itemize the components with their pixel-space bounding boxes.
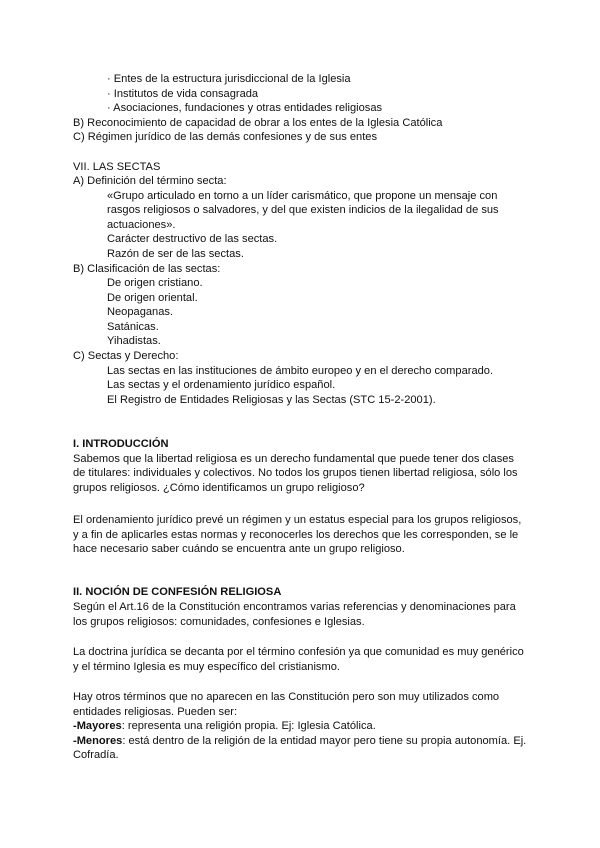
term-menores: -Menores bbox=[73, 735, 123, 747]
sectas-a-line: rasgos religiosos o salvadores, y del que existen indicios de la ilegalidad de sus bbox=[107, 204, 499, 216]
paragraph-line: Sabemos que la libertad religiosa es un derecho fundamental que puede tener dos clases bbox=[73, 453, 514, 465]
paragraph-line: y el término Iglesia es muy específico del cristianismo. bbox=[73, 661, 340, 673]
sectas-b-line: Neopaganas. bbox=[107, 306, 173, 318]
sectas-c-line: El Registro de Entidades Religiosas y las Sectas (STC 15-2-2001). bbox=[107, 394, 436, 406]
sectas-b-line: De origen cristiano. bbox=[107, 277, 203, 289]
sectas-c-line: Las sectas y el ordenamiento jurídico español. bbox=[107, 379, 336, 391]
sectas-a-line: Carácter destructivo de las sectas. bbox=[107, 233, 278, 245]
list-item: · Asociaciones, fundaciones y otras entidades religiosas bbox=[107, 102, 383, 114]
paragraph-line: grupos religiosos. ¿Cómo identificamos un grupo religioso? bbox=[73, 482, 365, 494]
paragraph-line: hace necesario saber cuándo se encuentra ante un grupo religioso. bbox=[73, 543, 405, 555]
sectas-a-line: «Grupo articulado en torno a un líder carismático, que propone un mensaje con bbox=[107, 190, 498, 202]
definition-text: : representa una religión propia. Ej: Iglesia Católica. bbox=[121, 720, 376, 732]
paragraph-line: Cofradía. bbox=[73, 749, 119, 761]
outline-item-c: C) Régimen jurídico de las demás confesiones y de sus entes bbox=[73, 131, 378, 143]
sectas-b-line: De origen oriental. bbox=[107, 292, 198, 304]
sectas-c-label: C) Sectas y Derecho: bbox=[73, 350, 179, 362]
sectas-a-line: actuaciones». bbox=[107, 219, 176, 231]
outline-item-b: B) Reconocimiento de capacidad de obrar a los entes de la Iglesia Católica bbox=[73, 117, 443, 129]
definition-menores bbox=[73, 734, 526, 749]
section-heading-sectas: VII. LAS SECTAS bbox=[73, 161, 161, 173]
paragraph-line: Según el Art.16 de la Constitución encontramos varias referencias y denominaciones para bbox=[73, 601, 516, 613]
definition-mayores bbox=[73, 719, 376, 734]
paragraph-line: Hay otros términos que no aparecen en las Constitución pero son muy utilizados como bbox=[73, 691, 500, 703]
term-mayores: -Mayores bbox=[73, 720, 122, 732]
paragraph-line: El ordenamiento jurídico prevé un régimen y un estatus especial para los grupos religiosos, bbox=[73, 514, 522, 526]
list-item: · Entes de la estructura jurisdiccional de la Iglesia bbox=[107, 73, 351, 85]
sectas-a-label: A) Definición del término secta: bbox=[73, 175, 227, 187]
sectas-b-label: B) Clasificación de las sectas: bbox=[73, 263, 221, 275]
paragraph-line: y a fin de aplicarles estas normas y reconocerles los derechos que les corresponden, se le bbox=[73, 529, 519, 541]
sectas-b-line: Yihadistas. bbox=[107, 335, 161, 347]
list-item: · Institutos de vida consagrada bbox=[107, 88, 259, 100]
sectas-a-line: Razón de ser de las sectas. bbox=[107, 248, 244, 260]
paragraph-line: La doctrina jurídica se decanta por el término confesión ya que comunidad es muy genérico bbox=[73, 646, 524, 658]
definition-text: : está dentro de la religión de la entidad mayor pero tiene su propia autonomía. Ej. bbox=[122, 735, 527, 747]
sectas-c-line: Las sectas en las instituciones de ámbito europeo y en el derecho comparado. bbox=[107, 365, 494, 377]
paragraph-line: entidades religiosas. Pueden ser: bbox=[73, 706, 238, 718]
paragraph-line: de titulares: individuales y colectivos. No todos los grupos tienen libertad religiosa, sólo los bbox=[73, 467, 518, 479]
sectas-b-line: Satánicas. bbox=[107, 321, 159, 333]
section-heading-nocion: II. NOCIÓN DE CONFESIÓN RELIGIOSA bbox=[73, 586, 282, 598]
paragraph-line: los grupos religiosos: comunidades, confesiones e Iglesias. bbox=[73, 616, 365, 628]
section-heading-introduccion: I. INTRODUCCIÓN bbox=[73, 438, 169, 450]
